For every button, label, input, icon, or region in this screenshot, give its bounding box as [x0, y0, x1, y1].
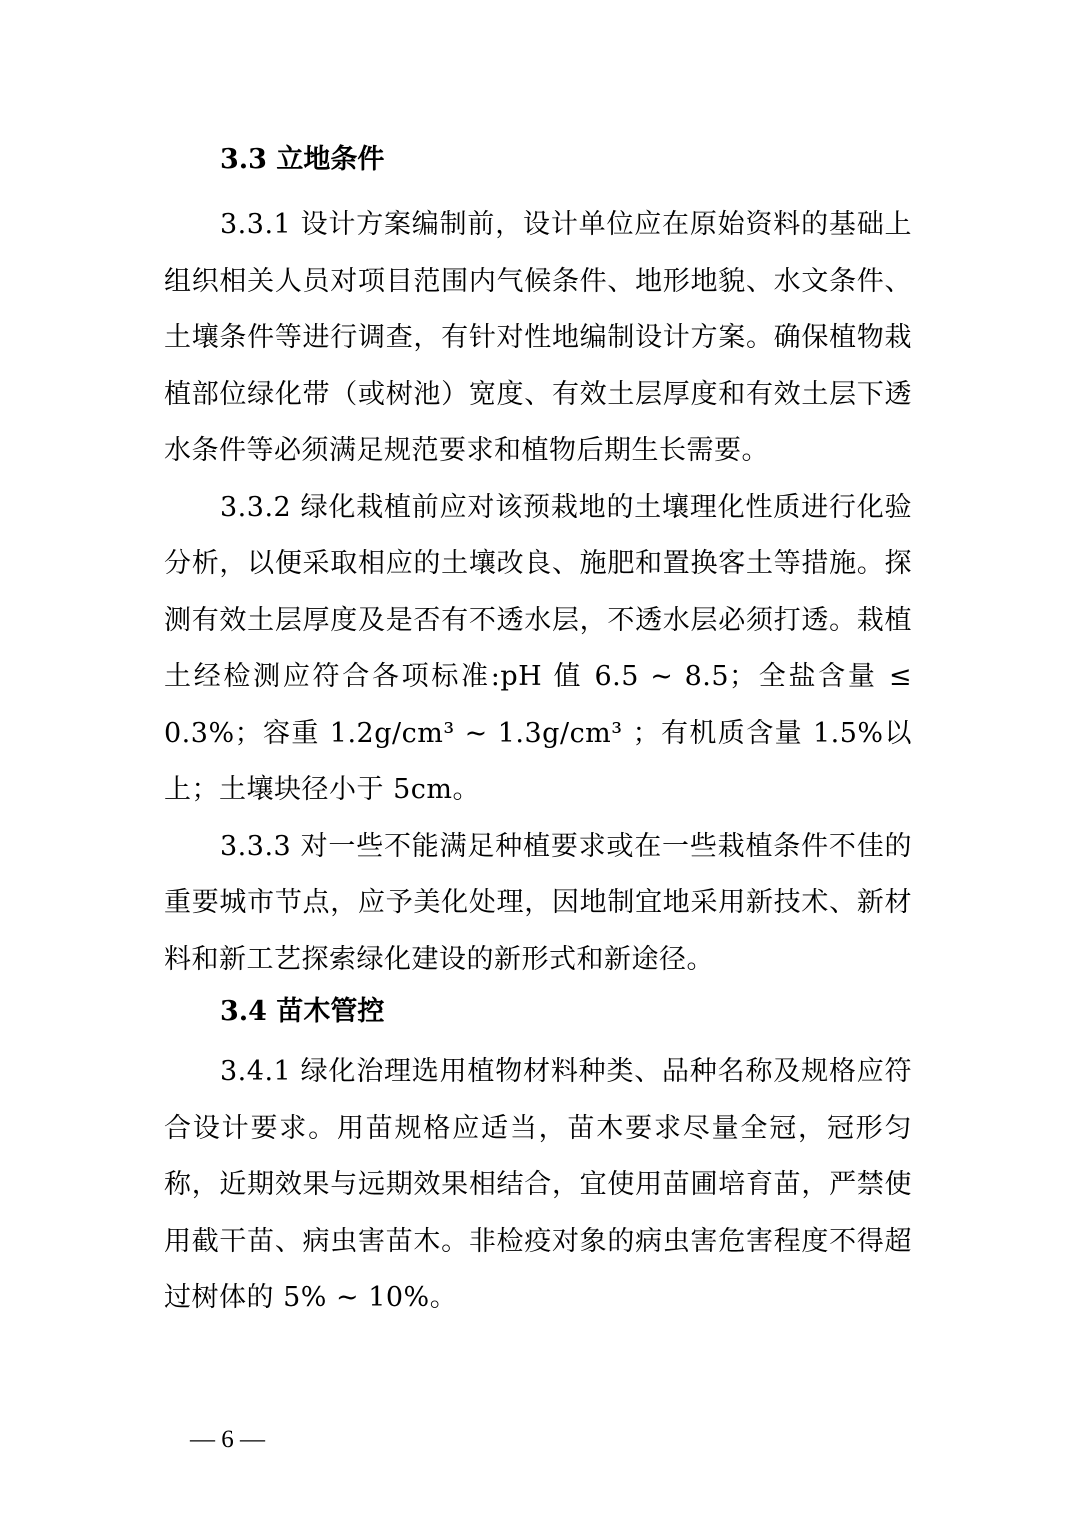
page-number: — 6 — — [190, 1426, 265, 1453]
section-heading-3-4: 3.4 苗木管控 — [220, 996, 385, 1027]
section-heading-3-3: 3.3 立地条件 — [220, 144, 385, 175]
paragraph-3-4-1: 3.4.1 绿化治理选用植物材料种类、品种名称及规格应符合设计要求。用苗规格应适当，苗木要求尽量全冠，冠形匀称，近期效果与远期效果相结合，宜使用苗圃培育苗，严禁使用截干苗、病虫害苗木。非检疫对象的病虫害危害程度不得超过树体的 5% ~ 10%。 — [164, 1056, 912, 1313]
document-body — [164, 140, 912, 1327]
paragraph-3-3-1: 3.3.1 设计方案编制前，设计单位应在原始资料的基础上组织相关人员对项目范围内气候条件、地形地貌、水文条件、土壤条件等进行调查，有针对性地编制设计方案。确保植物栽植部位绿化带（或树池）宽度、有效土层厚度和有效土层下透水条件等必须满足规范要求和植物后期生长需要。 — [164, 209, 912, 466]
paragraph-3-3-2: 3.3.2 绿化栽植前应对该预栽地的土壤理化性质进行化验分析，以便采取相应的土壤改良、施肥和置换客土等措施。探测有效土层厚度及是否有不透水层，不透水层必须打透。栽植土经检测应符合各项标准:pH 值 6.5 ~ 8.5；全盐含量 ≤ 0.3%；容重 1.2g/cm³ ~ 1.3g/cm³ ；有机质含量 1.5%以上；土壤块径小于 5cm。 — [164, 491, 912, 805]
paragraph-3-3-3: 3.3.3 对一些不能满足种植要求或在一些栽植条件不佳的重要城市节点，应予美化处理，因地制宜地采用新技术、新材料和新工艺探索绿化建设的新形式和新途径。 — [164, 830, 912, 975]
